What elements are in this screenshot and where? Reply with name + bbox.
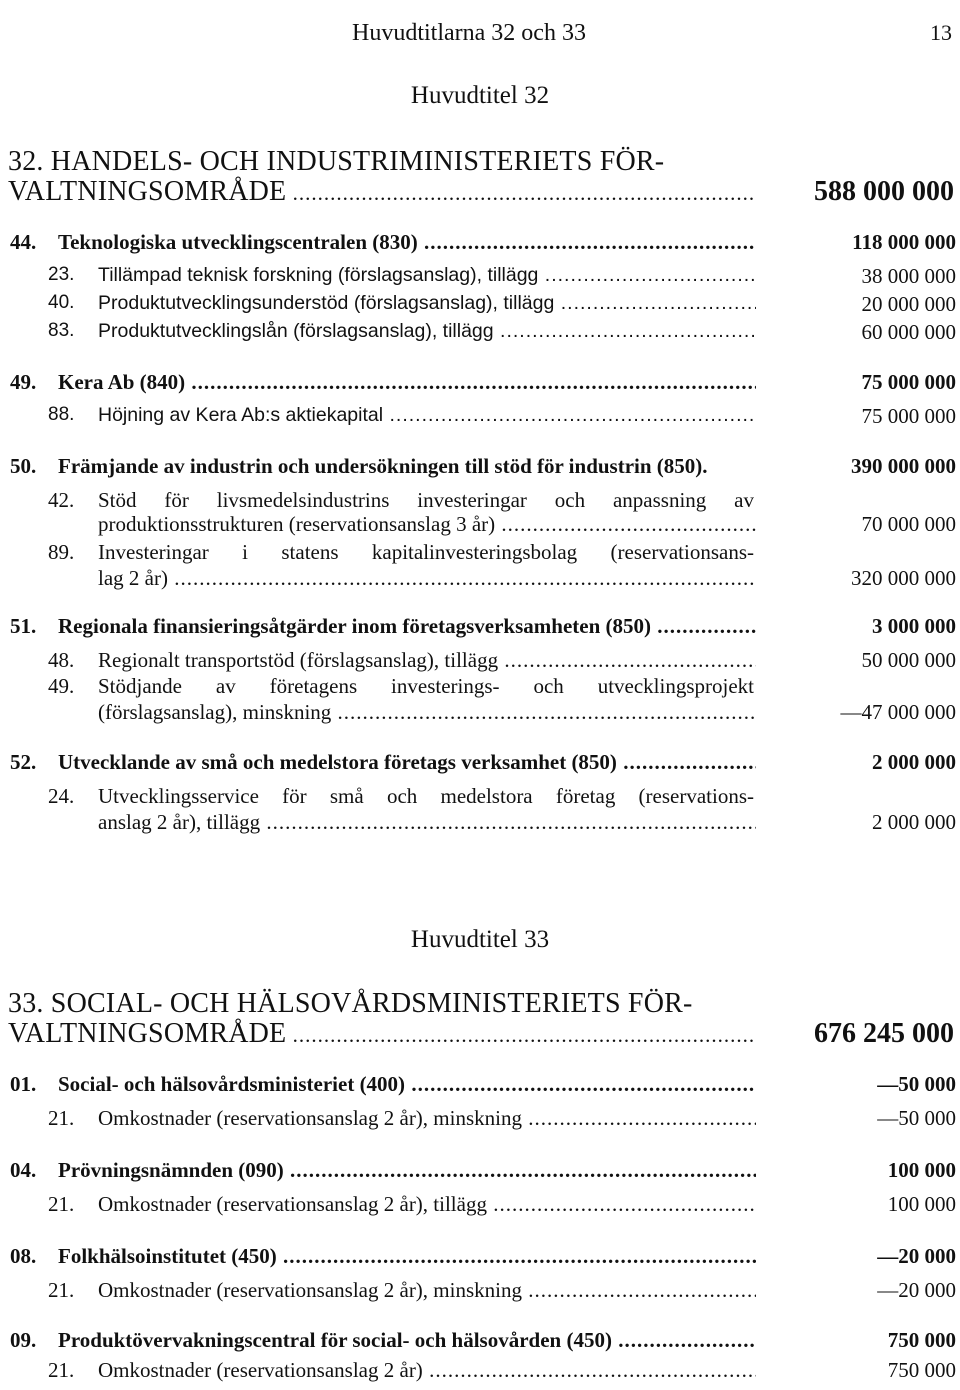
item-number: 42. — [48, 488, 75, 512]
item-row — [0, 1278, 960, 1310]
chapter-amount: 390 000 000 — [851, 454, 956, 478]
chapter-label: Teknologiska utvecklingscentralen (830) ..... — [58, 230, 756, 255]
item-row-cont — [0, 810, 960, 842]
item-number: 21. — [48, 1192, 75, 1216]
item-label-line1: Utvecklingsservice för små och medelstora företag (reservations- — [98, 784, 754, 808]
item-label: anslag 2 år), tillägg ..... — [98, 810, 756, 835]
item-number: 89. — [48, 540, 75, 564]
chapter-amount: 100 000 — [887, 1158, 956, 1182]
item-row — [0, 320, 960, 352]
chapter-row — [0, 1244, 960, 1276]
item-amount: 100 000 — [887, 1192, 956, 1216]
item-label-line1: Stödjande av företagens investerings- och utvecklingsprojekt — [98, 674, 754, 698]
item-amount: 75 000 000 — [861, 404, 956, 428]
chapter-number: 08. — [10, 1244, 37, 1268]
item-label: (förslagsanslag), minskning ..... — [98, 700, 756, 725]
item-row — [0, 1358, 960, 1390]
page-number: 13 — [930, 20, 952, 45]
ministry-33-line2: VALTNINGSOMRÅDE ..... — [8, 1018, 754, 1050]
chapter-amount: 3 000 000 — [872, 614, 956, 638]
item-label: Regionalt transportstöd (förslagsanslag), tillägg ..... — [98, 648, 756, 673]
chapter-number: 44. — [10, 230, 37, 254]
chapter-amount: —50 000 — [877, 1072, 956, 1096]
item-label: Omkostnader (reservationsanslag 2 år), tillägg ..... — [98, 1192, 756, 1217]
item-amount: 70 000 000 — [861, 512, 956, 536]
item-amount: —50 000 — [877, 1106, 956, 1130]
item-label-line1: Investeringar i statens kapitalinvesteringsbolag (reservationsans- — [98, 540, 754, 564]
chapter-amount: 75 000 000 — [861, 370, 956, 394]
chapter-label: Produktövervakningscentral för social- och hälsovården (450) ..... — [58, 1328, 756, 1353]
item-row-cont — [0, 700, 960, 732]
chapter-label: Kera Ab (840) ..... — [58, 370, 756, 395]
item-amount: 38 000 000 — [861, 264, 956, 288]
item-amount: 60 000 000 — [861, 320, 956, 344]
ministry-32-line2: VALTNINGSOMRÅDE ..... — [8, 176, 754, 208]
item-number: 88. — [48, 404, 75, 425]
item-amount: 2 000 000 — [872, 810, 956, 834]
running-title: Huvudtitlarna 32 och 33 — [352, 20, 586, 46]
item-label: Höjning av Kera Ab:s aktiekapital ..... — [98, 404, 756, 427]
item-number: 48. — [48, 648, 75, 672]
chapter-amount: —20 000 — [877, 1244, 956, 1268]
ministry-33-amount: 676 245 000 — [814, 1018, 954, 1049]
chapter-row — [0, 370, 960, 402]
item-amount: —47 000 000 — [840, 700, 956, 724]
chapter-number: 50. — [10, 454, 37, 478]
chapter-row — [0, 1158, 960, 1190]
item-row — [0, 1106, 960, 1138]
chapter-number: 52. — [10, 750, 37, 774]
item-amount: —20 000 — [877, 1278, 956, 1302]
item-label-line1: Stöd för livsmedelsindustrins investeringar och anpassning av — [98, 488, 754, 512]
chapter-label: Folkhälsoinstitutet (450) ..... — [58, 1244, 756, 1269]
ministry-33-line1: 33. SOCIAL- OCH HÄLSOVÅRDSMINISTERIETS FÖR- — [8, 988, 693, 1019]
item-label: Omkostnader (reservationsanslag 2 år), minskning ..... — [98, 1106, 756, 1131]
item-amount: 50 000 000 — [861, 648, 956, 672]
chapter-number: 04. — [10, 1158, 37, 1182]
item-label: Tillämpad teknisk forskning (förslagsanslag), tillägg ..... — [98, 264, 756, 287]
item-amount: 320 000 000 — [851, 566, 956, 590]
item-label: produktionsstrukturen (reservationsanslag 3 år) ..... — [98, 512, 756, 537]
item-row — [0, 1192, 960, 1224]
chapter-label: Regionala finansieringsåtgärder inom företagsverksamheten (850) ..... — [58, 614, 756, 639]
chapter-row — [0, 614, 960, 646]
chapter-number: 51. — [10, 614, 37, 638]
chapter-row — [0, 454, 960, 486]
item-label: lag 2 år) ..... — [98, 566, 756, 591]
item-number: 83. — [48, 320, 75, 341]
chapter-row — [0, 750, 960, 782]
item-number: 40. — [48, 292, 75, 313]
item-number: 23. — [48, 264, 75, 285]
chapter-number: 01. — [10, 1072, 37, 1096]
item-number: 21. — [48, 1278, 75, 1302]
item-amount: 750 000 — [887, 1358, 956, 1382]
chapter-amount: 118 000 000 — [852, 230, 956, 254]
running-head — [0, 20, 960, 50]
chapter-amount: 750 000 — [887, 1328, 956, 1352]
chapter-label: Utvecklande av små och medelstora företags verksamhet (850) ..... — [58, 750, 756, 775]
chapter-row — [0, 1072, 960, 1104]
item-label: Omkostnader (reservationsanslag 2 år) ..... — [98, 1358, 756, 1383]
section-heading-32: Huvudtitel 32 — [410, 82, 550, 109]
chapter-row — [0, 230, 960, 262]
item-number: 24. — [48, 784, 75, 808]
item-label: Produktutvecklingsunderstöd (förslagsanslag), tillägg ..... — [98, 292, 756, 315]
item-label: Produktutvecklingslån (förslagsanslag), tillägg ..... — [98, 320, 756, 343]
ministry-32-line1: 32. HANDELS- OCH INDUSTRIMINISTERIETS FÖR- — [8, 146, 665, 177]
item-number: 49. — [48, 674, 75, 698]
chapter-number: 09. — [10, 1328, 37, 1352]
chapter-label: Prövningsnämnden (090) ..... — [58, 1158, 756, 1183]
item-label: Omkostnader (reservationsanslag 2 år), minskning ..... — [98, 1278, 756, 1303]
item-row-cont — [0, 566, 960, 598]
chapter-number: 49. — [10, 370, 37, 394]
section-heading-33: Huvudtitel 33 — [410, 926, 550, 953]
item-row — [0, 404, 960, 436]
item-amount: 20 000 000 — [861, 292, 956, 316]
chapter-label: Social- och hälsovårdsministeriet (400) ..... — [58, 1072, 756, 1097]
ministry-32-amount: 588 000 000 — [814, 176, 954, 207]
item-number: 21. — [48, 1358, 75, 1382]
chapter-label: Främjande av industrin och undersökningen till stöd för industrin (850). — [58, 454, 708, 478]
chapter-amount: 2 000 000 — [872, 750, 956, 774]
item-number: 21. — [48, 1106, 75, 1130]
chapter-row — [0, 1328, 960, 1360]
